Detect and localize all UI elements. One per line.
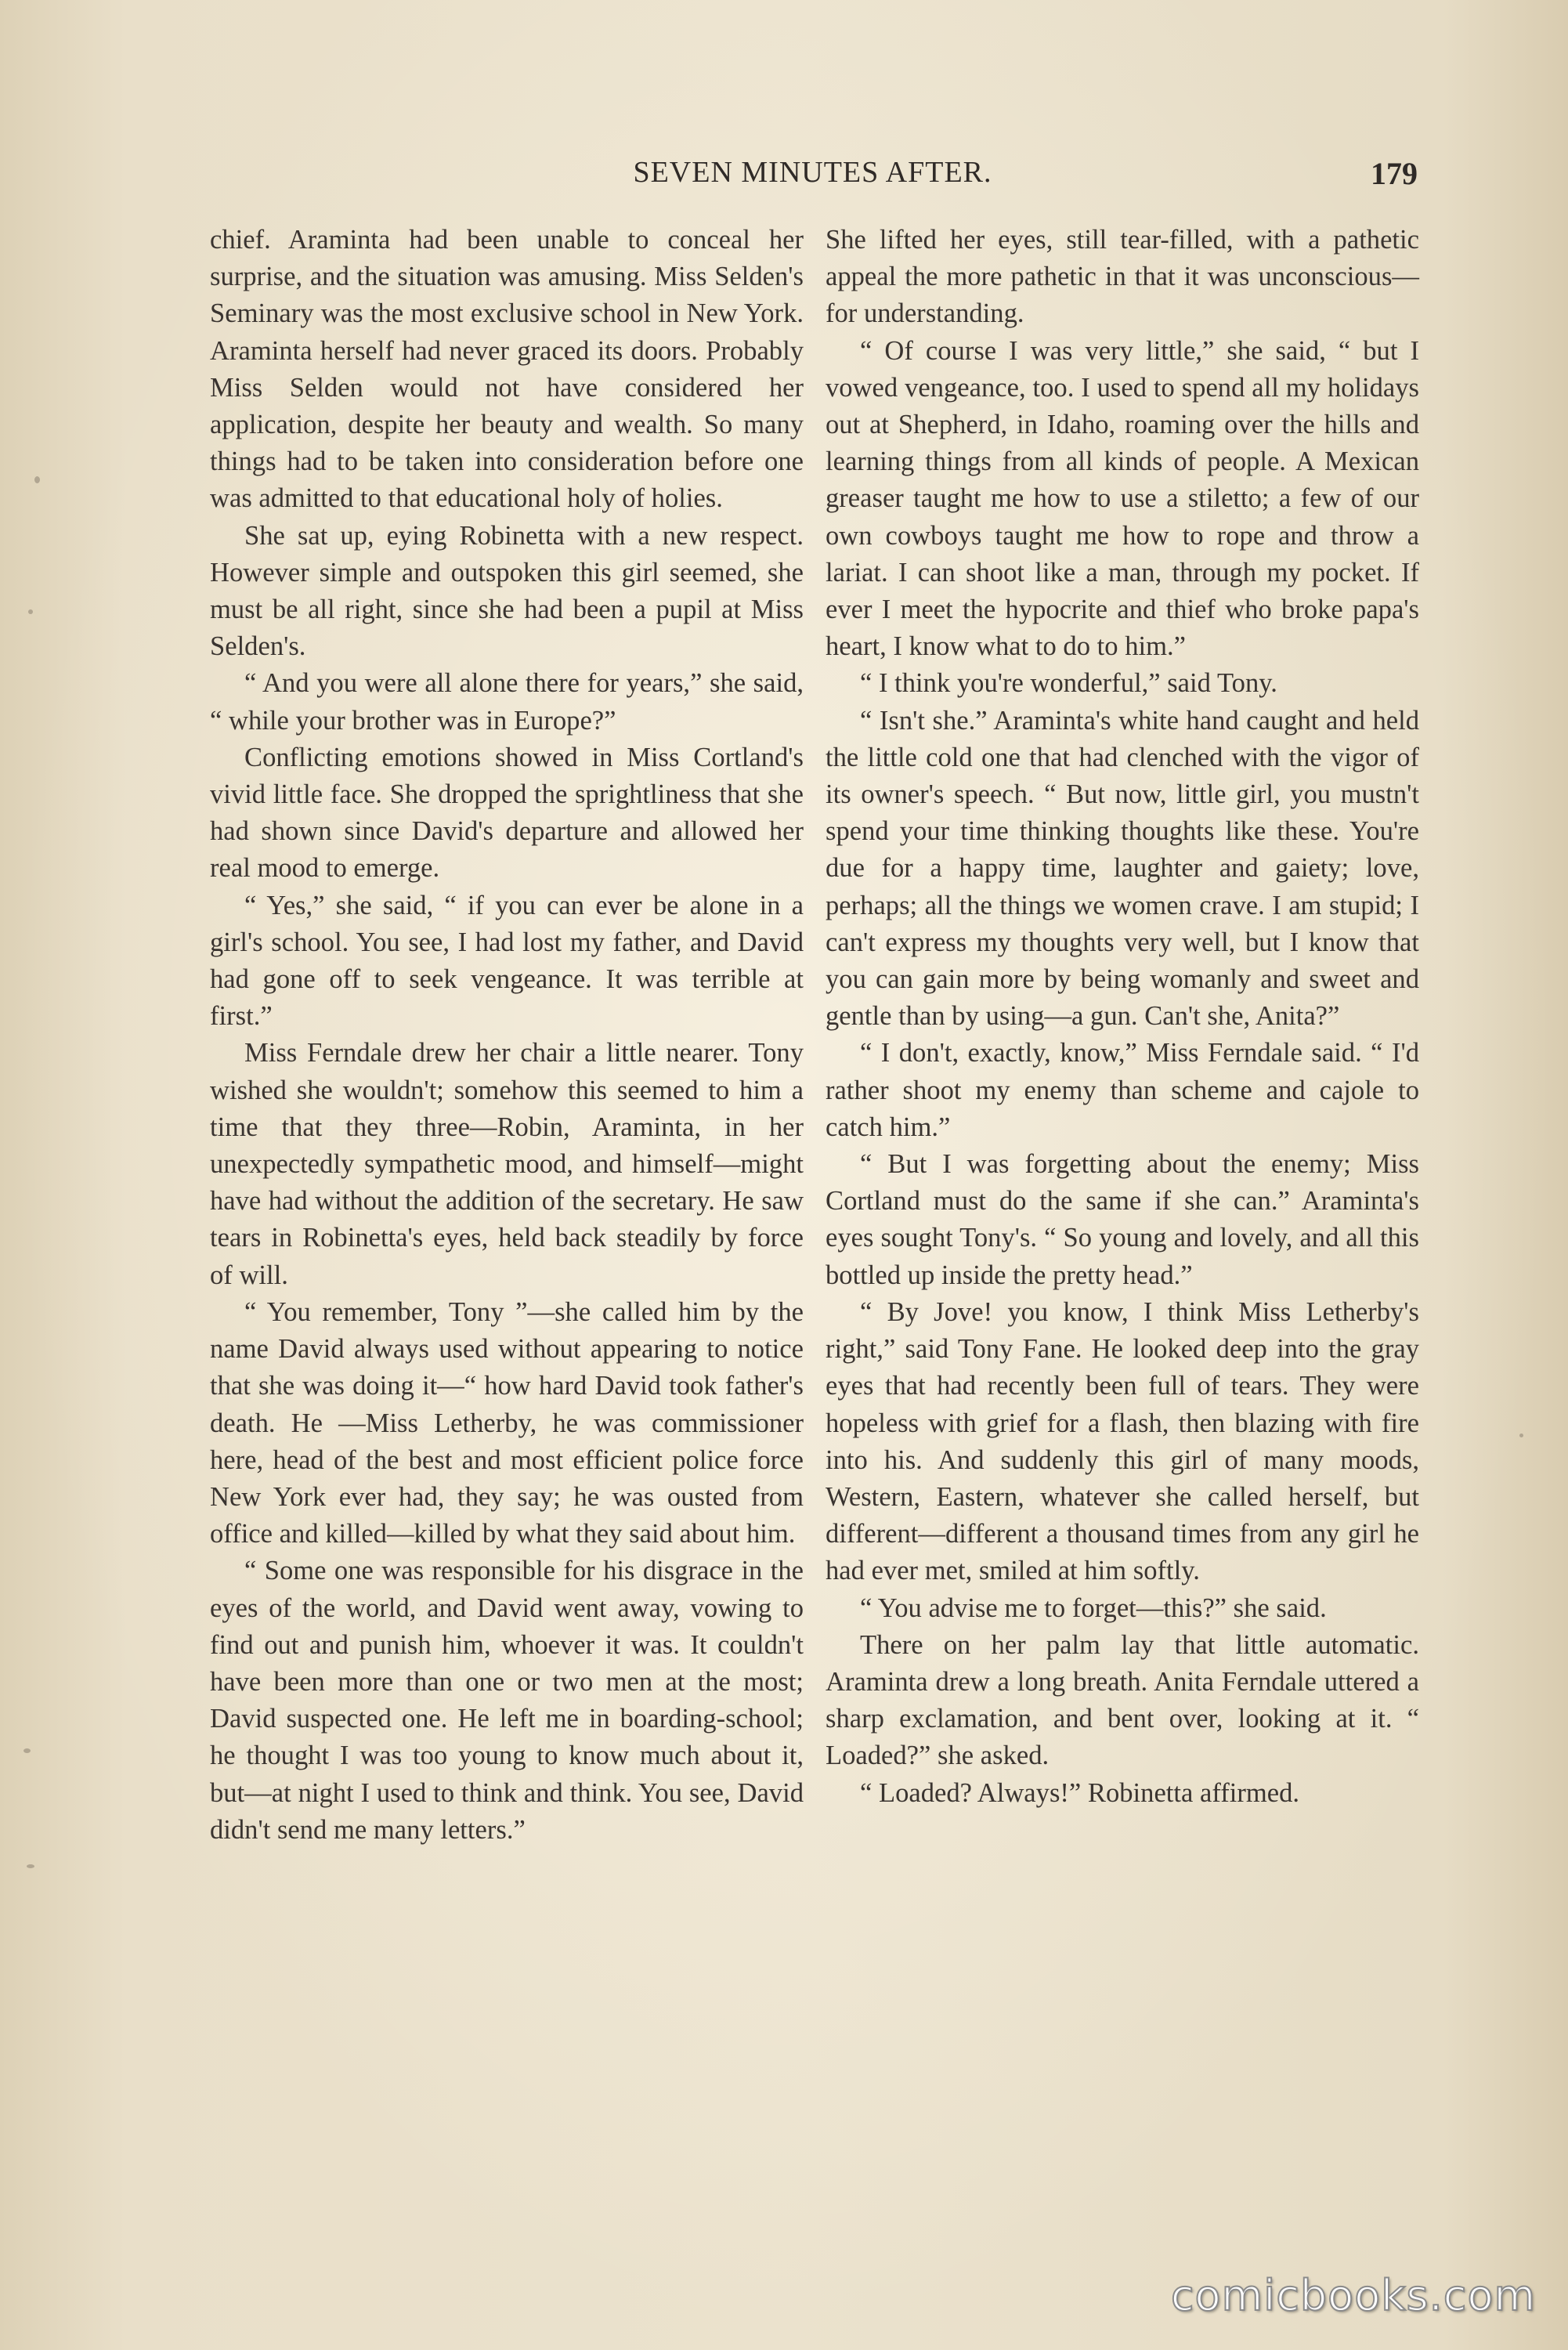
paragraph: “ Of course I was very little,” she said, “ but I vowed vengeance, too. I used to spend all my holidays out at Shepherd, in Idaho, roaming over the hills and learning things from all kinds of people. A Mexican greaser taught me how to use a stiletto; a few of our own cowboys taught me how to rope and throw a lariat. I can shoot like a man, through my pocket. If ever I meet the hypocrite and thief who broke papa's heart, I know what to do to him.”: [826, 335, 1419, 662]
page-number: 179: [1371, 156, 1418, 191]
paragraph: “ Loaded? Always!” Robinetta affirmed.: [860, 1777, 1300, 1808]
paper-speck: [28, 609, 33, 614]
paragraph: “ By Jove! you know, I think Miss Letherby's right,” said Tony Fane. He looked deep into the gray eyes that had recently been full of tears. They were hopeless with grief for a flash, then blazing with fire into his. And suddenly this girl of many moods, Western, Eastern, whatever she called herself, but different—different a thousand times from any girl he had ever met, smiled at him softly.: [826, 1296, 1419, 1586]
paragraph: There on her palm lay that little automatic. Araminta drew a long breath. Anita Ferndale uttered a sharp exclamation, and bent over, looking at it. “ Loaded?” she asked.: [826, 1629, 1419, 1771]
paragraph: “ Some one was responsible for his disgrace in the eyes of the world, and David went away, vowing to find out and punish him, whoever it was. It couldn't have been more than one or two men at the most; David suspected one. He left me in boarding-school; he thought I was too young to know much about it, but—at night I used to think and think. You see, David didn't send me many letters.”: [210, 1556, 804, 1845]
watermark-text: comicbooks.com: [1170, 2270, 1537, 2320]
paragraph: She lifted her eyes, still tear-filled, with a pathetic appeal the more pathetic in that it was unconscious—for understanding.: [826, 225, 1419, 329]
paragraph: She sat up, eying Robinetta with a new respect. However simple and outspoken this girl seemed, she must be all right, since she had been a pupil at Miss Selden's.: [210, 520, 804, 662]
paragraph: “ You remember, Tony ”—she called him by the name David always used without appearing to notice that she was doing it—“ how hard David took father's death. He —Miss Letherby, he was commissioner here, head of the best and most efficient police force New York ever had, they say; he was ousted from office and killed—killed by what they said about him.: [210, 1296, 804, 1549]
paper-speck: [27, 1864, 34, 1868]
right-column: [826, 222, 1419, 1812]
paragraph: “ You advise me to forget—this?” she said.: [860, 1593, 1327, 1623]
paper-speck: [23, 1748, 31, 1753]
left-column: [210, 222, 804, 1849]
paragraph: “ I don't, exactly, know,” Miss Ferndale said. “ I'd rather shoot my enemy than scheme and cajole to catch him.”: [826, 1038, 1419, 1142]
paragraph: “ I think you're wonderful,” said Tony.: [860, 668, 1277, 699]
paragraph: Conflicting emotions showed in Miss Cortland's vivid little face. She dropped the sprightliness that she had shown since David's departure and allowed her real mood to emerge.: [210, 742, 804, 884]
paragraph: “ And you were all alone there for years,” she said, “ while your brother was in Europe?”: [210, 668, 804, 736]
paragraph: chief. Araminta had been unable to conceal her surprise, and the situation was amusing. Miss Selden's Seminary was the most exclusive school in New York. Araminta herself had never graced its doors. Probably Miss Selden would not have considered her application, despite her beauty and wealth. So many things had to be taken into consideration before one was admitted to that educational holy of holies.: [210, 225, 804, 514]
paper-speck: [1519, 1434, 1523, 1437]
paper-speck: [34, 476, 40, 483]
paragraph: Miss Ferndale drew her chair a little nearer. Tony wished she wouldn't; somehow this seemed to him a time that they three—Robin, Araminta, in her unexpectedly sympathetic mood, and himself—might have had without the addition of the secretary. He saw tears in Robinetta's eyes, held back steadily by force of will.: [210, 1038, 804, 1290]
site-watermark: [1154, 2260, 1552, 2330]
page-header: [208, 155, 1418, 202]
paragraph: “ Isn't she.” Araminta's white hand caught and held the little cold one that had clenched with the vigor of its owner's speech. “ But now, little girl, you mustn't spend your time thinking thoughts like these. You're due for a happy time, laughter and gaiety; love, perhaps; all the things we women crave. I am stupid; I can't express my thoughts very well, but I know that you can gain more by being womanly and sweet and gentle than by using—a gun. Can't she, Anita?”: [826, 705, 1419, 1032]
paragraph: “ But I was forgetting about the enemy; Miss Cortland must do the same if she can.” Araminta's eyes sought Tony's. “ So young and lovely, and all this bottled up inside the pretty head.”: [826, 1149, 1419, 1290]
paragraph: “ Yes,” she said, “ if you can ever be alone in a girl's school. You see, I had lost my father, and David had gone off to seek vengeance. It was terrible at first.”: [210, 890, 804, 1032]
running-head: SEVEN MINUTES AFTER.: [633, 156, 992, 189]
